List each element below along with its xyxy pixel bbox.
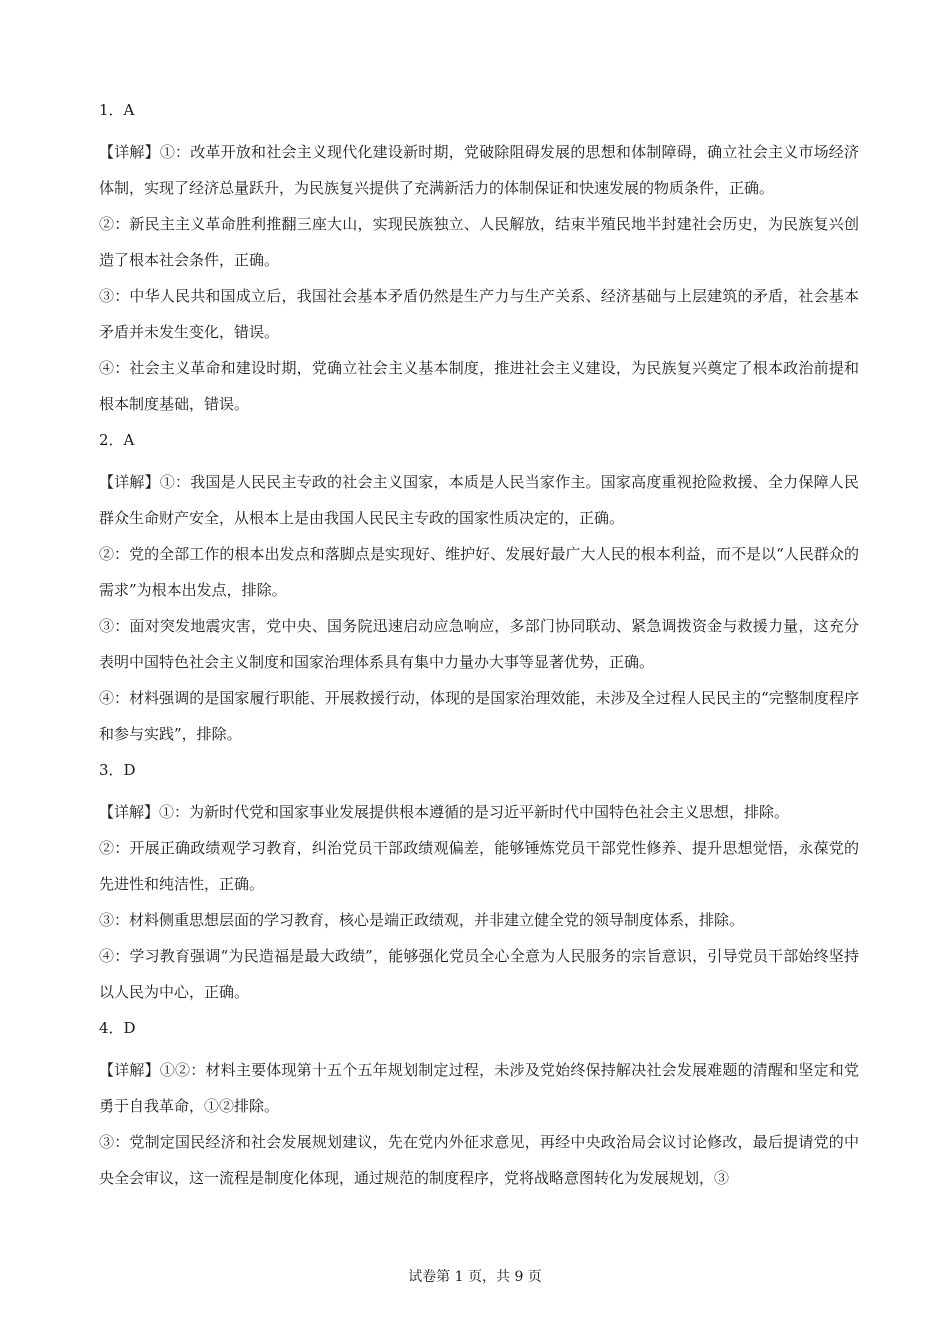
option-explanation: ④：材料强调的是国家履行职能、开展救援行动，体现的是国家治理效能，未涉及全过程人民民主的“完整制度程序和参与实践”，排除。	[99, 689, 859, 743]
option-explanation: ②：开展正确政绩观学习教育，纠治党员干部政绩观偏差，能够锤炼党员干部党性修养、提升思想觉悟，永葆党的先进性和纯洁性，正确。	[99, 839, 859, 893]
page-footer: 试卷第 1 页，共 9 页	[408, 1269, 542, 1285]
option-explanation: ②：新民主主义革命胜利推翻三座大山，实现民族独立、人民解放，结束半殖民地半封建社会历史，为民族复兴创造了根本社会条件，正确。	[99, 215, 859, 269]
detail-paragraph: 【详解】①：为新时代党和国家事业发展提供根本遵循的是习近平新时代中国特色社会主义思想，排除。	[99, 803, 790, 821]
detail-paragraph: 【详解】①：改革开放和社会主义现代化建设新时期，党破除阻碍发展的思想和体制障碍，确立社会主义市场经济体制，实现了经济总量跃升，为民族复兴提供了充满新活力的体制保证和快速发展的物质条件，正确。	[99, 143, 859, 197]
option-explanation: ③：面对突发地震灾害，党中央、国务院迅速启动应急响应，多部门协同联动、紧急调拨资金与救援力量，这充分表明中国特色社会主义制度和国家治理体系具有集中力量办大事等显著优势，正确。	[99, 617, 859, 671]
question-number: 1．A	[99, 101, 135, 119]
option-explanation: ④：学习教育强调“为民造福是最大政绩”，能够强化党员全心全意为人民服务的宗旨意识，引导党员干部始终坚持以人民为中心，正确。	[99, 947, 859, 1001]
question-number: 4．D	[99, 1019, 136, 1037]
question-number: 3．D	[99, 761, 136, 779]
question-number: 2．A	[99, 431, 135, 449]
detail-paragraph: 【详解】①：我国是人民民主专政的社会主义国家，本质是人民当家作主。国家高度重视抢险救援、全力保障人民群众生命财产安全，从根本上是由我国人民民主专政的国家性质决定的，正确。	[99, 473, 859, 527]
option-explanation: ④：社会主义革命和建设时期，党确立社会主义基本制度，推进社会主义建设，为民族复兴奠定了根本政治前提和根本制度基础，错误。	[99, 359, 859, 413]
detail-paragraph: 【详解】①②：材料主要体现第十五个五年规划制定过程，未涉及党始终保持解决社会发展难题的清醒和坚定和党勇于自我革命，①②排除。	[99, 1061, 859, 1115]
option-explanation: ③：中华人民共和国成立后，我国社会基本矛盾仍然是生产力与生产关系、经济基础与上层建筑的矛盾，社会基本矛盾并未发生变化，错误。	[99, 287, 859, 341]
option-explanation: ②：党的全部工作的根本出发点和落脚点是实现好、维护好、发展好最广大人民的根本利益，而不是以“人民群众的需求”为根本出发点，排除。	[99, 545, 859, 599]
option-explanation: ③：党制定国民经济和社会发展规划建议，先在党内外征求意见，再经中央政治局会议讨论修改，最后提请党的中央全会审议，这一流程是制度化体现，通过规范的制度程序，党将战略意图转化为发展规划，③	[99, 1133, 859, 1187]
answer-content	[99, 98, 859, 1196]
option-explanation: ③：材料侧重思想层面的学习教育，核心是端正政绩观，并非建立健全党的领导制度体系，排除。	[99, 911, 745, 929]
